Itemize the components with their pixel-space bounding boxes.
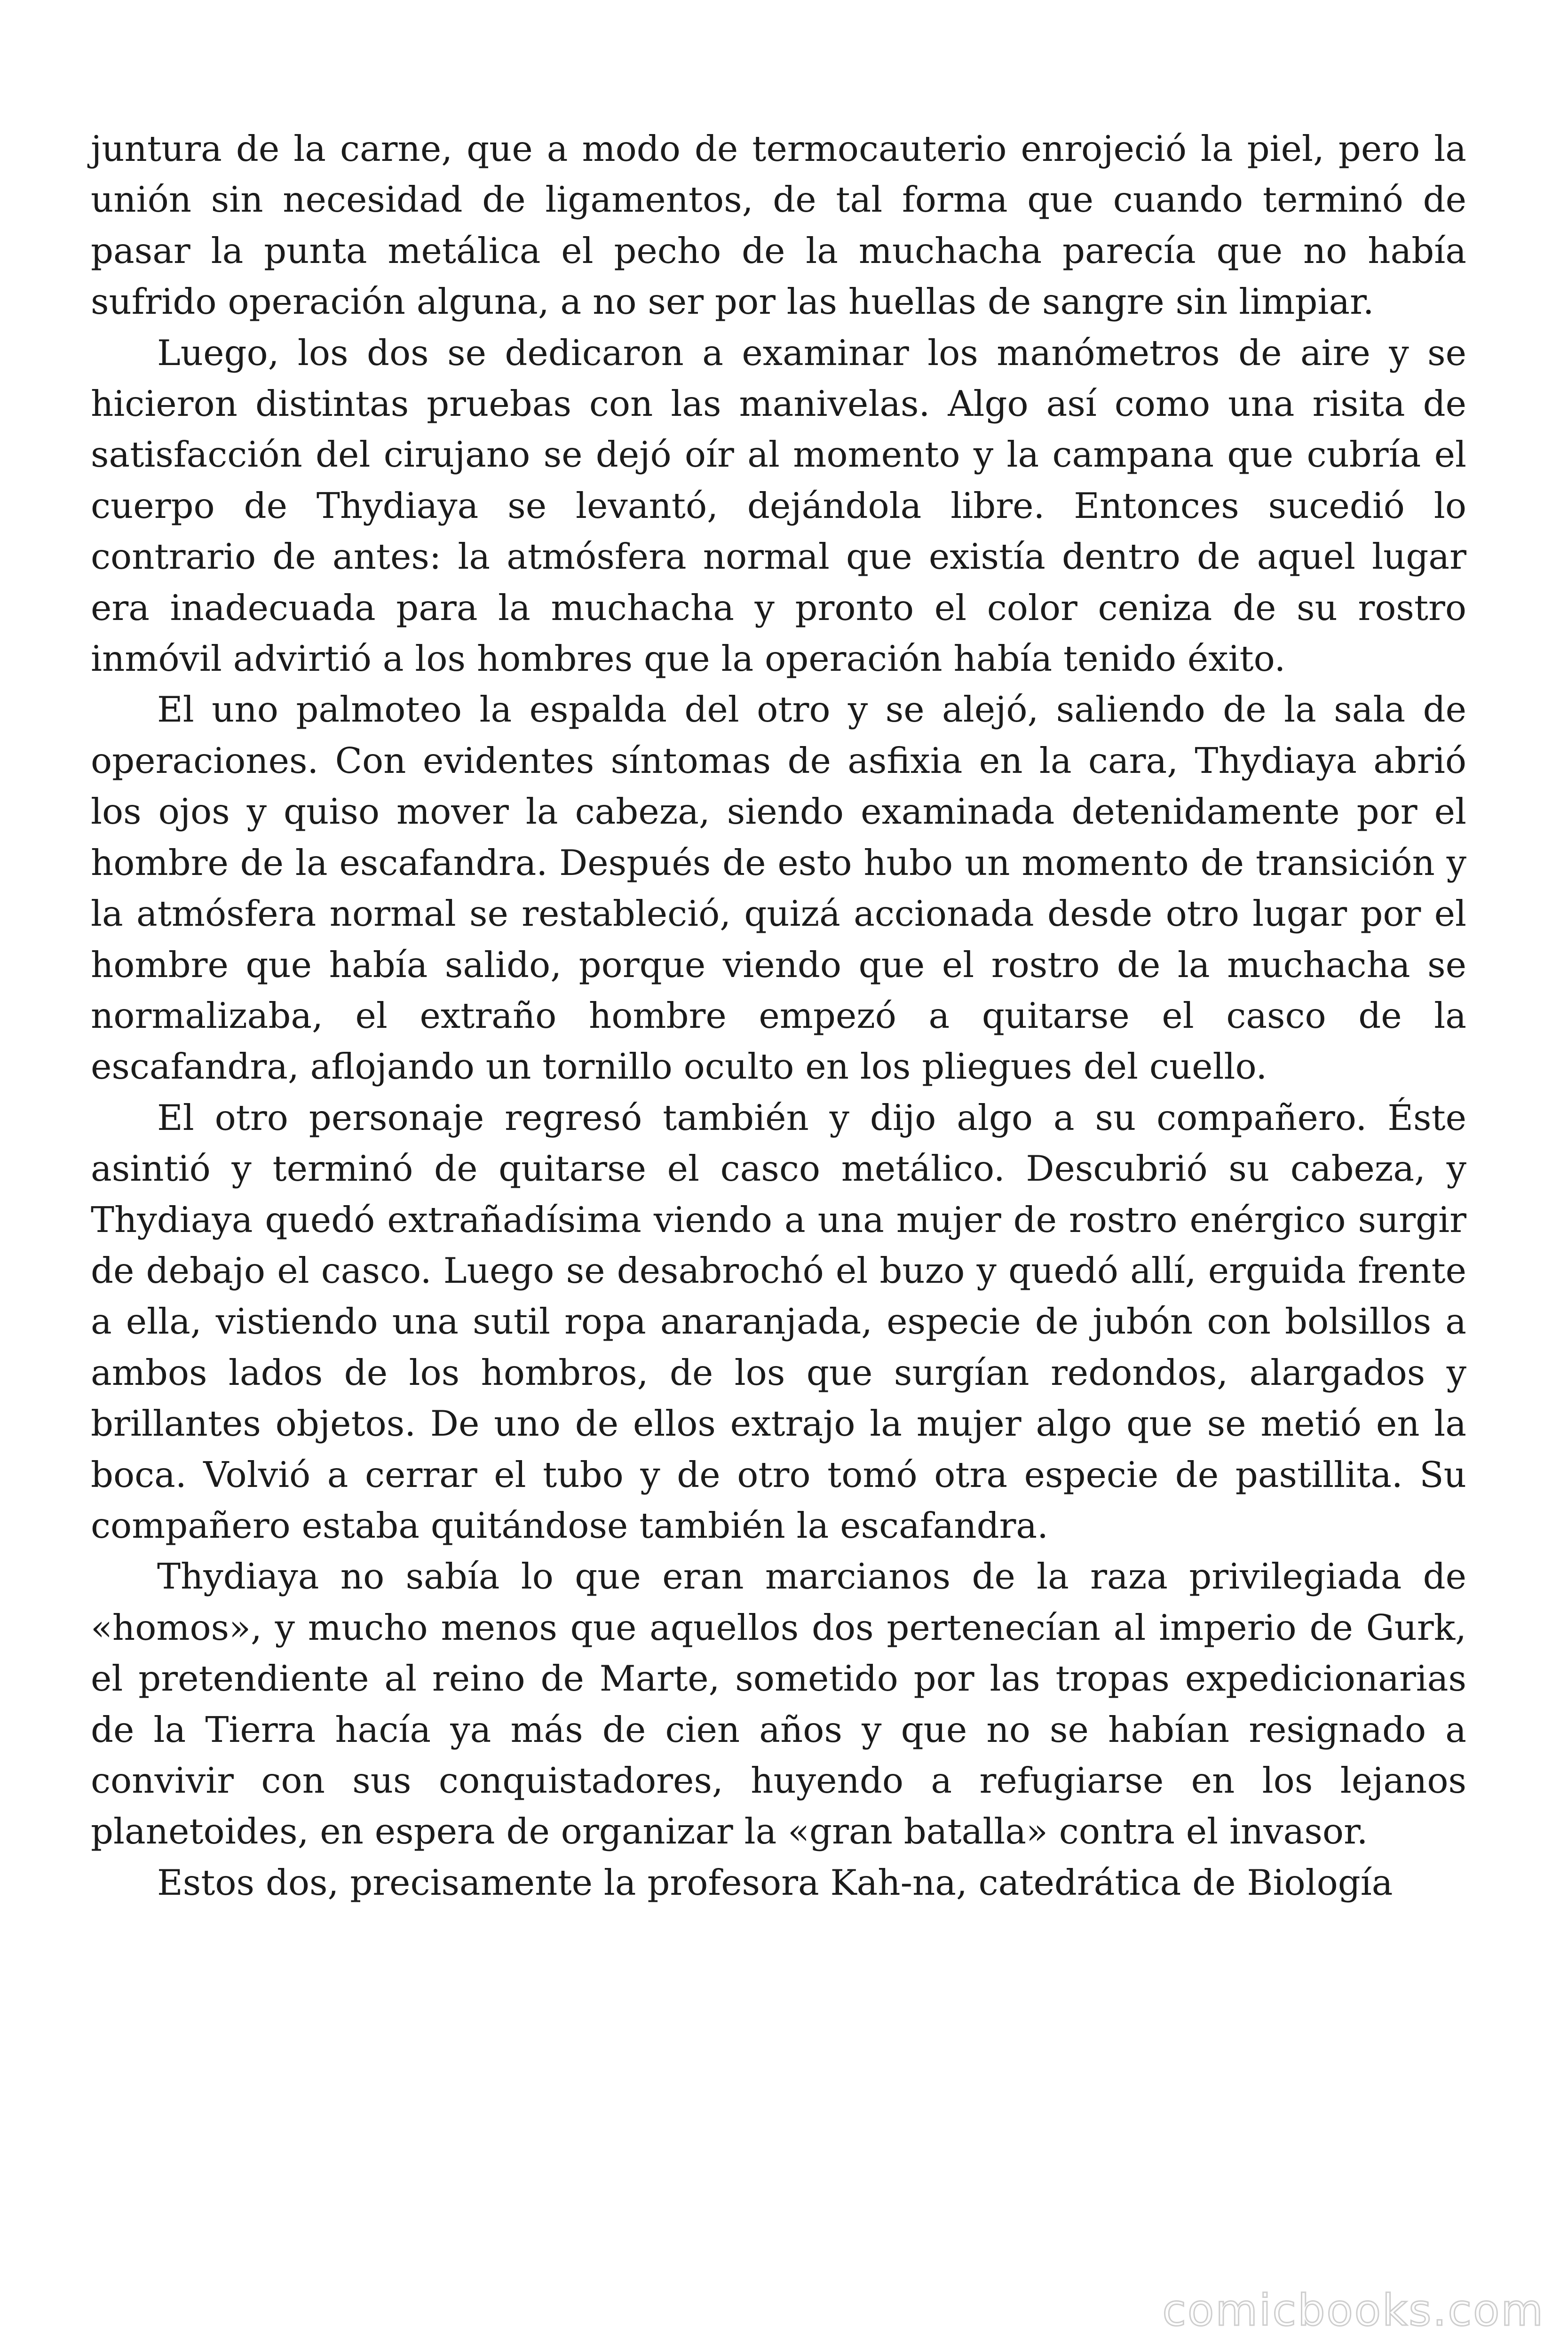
paragraph-4: El otro personaje regresó también y dijo algo a su compañero. Éste asintió y terminó de quitarse el casco metálico. Descubrió su cabeza, y Thydiaya quedó extrañadísima viendo a una mujer de rostro enérgico surgir de debajo el casco. Luego se desabrochó el buzo y quedó allí, erguida frente a ella, vistiendo una sutil ropa anaranjada, especie de jubón con bolsillos a ambos lados de los hombros, de los que surgían redondos, alargados y brillantes objetos. De uno de ellos extrajo la mujer algo que se metió en la boca. Volvió a cerrar el tubo y de otro tomó otra especie de pastillita. Su compañero estaba quitándose también la escafandra. bbox=[91, 1097, 1466, 1546]
paragraph-3: El uno palmoteo la espalda del otro y se alejó, saliendo de la sala de operaciones. Con evidentes síntomas de asfixia en la cara, Thydiaya abrió los ojos y quiso mover la cabeza, siendo examinada detenidamente por el hombre de la escafandra. Después de esto hubo un momento de transición y la atmósfera normal se restableció, quizá accionada desde otro lugar por el hombre que había salido, porque viendo que el rostro de la muchacha se normalizaba, el extraño hombre empezó a quitarse el casco de la escafandra, aflojando un tornillo oculto en los pliegues del cuello. bbox=[91, 689, 1466, 1088]
paragraph-2: Luego, los dos se dedicaron a examinar los manómetros de aire y se hicieron distintas pruebas con las manivelas. Algo así como una risita de satisfacción del cirujano se dejó oír al momento y la campana que cubría el cuerpo de Thydiaya se levantó, dejándola libre. Entonces sucedió lo contrario de antes: la atmósfera normal que existía dentro de aquel lugar era inadecuada para la muchacha y pronto el color ceniza de su rostro inmóvil advirtió a los hombres que la operación había tenido éxito. bbox=[91, 332, 1466, 680]
page-text bbox=[91, 123, 1466, 1908]
paragraph-6: Estos dos, precisamente la profesora Kah-na, catedrática de Biología bbox=[157, 1861, 1393, 1903]
paragraph-1: juntura de la carne, que a modo de termocauterio enrojeció la piel, pero la unión sin necesidad de ligamentos, de tal forma que cuando terminó de pasar la punta metálica el pecho de la muchacha parecía que no había sufrido operación alguna, a no ser por las huellas de sangre sin limpiar. bbox=[91, 128, 1466, 323]
watermark: comicbooks.com bbox=[1162, 2285, 1544, 2336]
paragraph-5: Thydiaya no sabía lo que eran marcianos de la raza privilegiada de «homos», y mucho menos que aquellos dos pertenecían al imperio de Gurk, el pretendiente al reino de Marte, sometido por las tropas expedicionarias de la Tierra hacía ya más de cien años y que no se habían resignado a convivir con sus conquistadores, huyendo a refugiarse en los lejanos planetoides, en espera de organizar la «gran batalla» contra el invasor. bbox=[91, 1556, 1466, 1852]
